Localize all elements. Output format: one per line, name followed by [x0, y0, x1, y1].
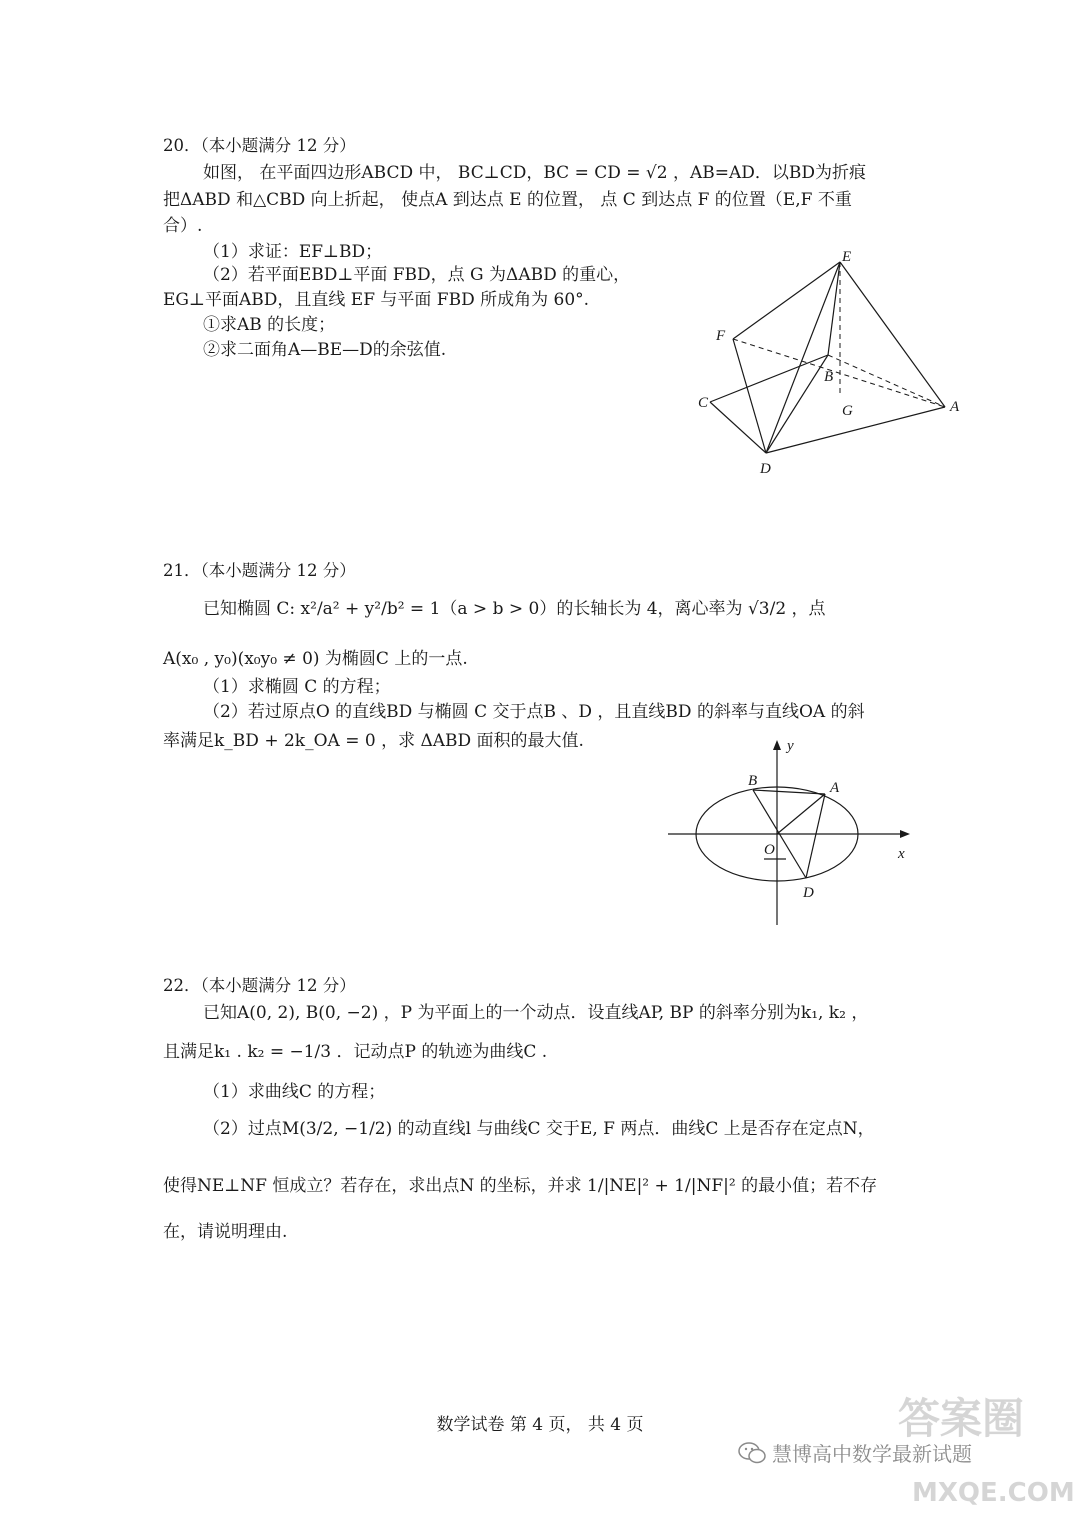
q22-part-2-cont: 使得NE⊥NF 恒成立？若存在，求出点N 的坐标，并求 1/|NE|² + 1/|NF|² 的最小值；若不存: [163, 1176, 878, 1196]
q21-part-2: （2）若过原点O 的直线BD 与椭圆 C 交于点B 、D ，且直线BD 的斜率与直线OA 的斜: [203, 702, 865, 722]
q21-header: 21．（本小题满分 12 分）: [163, 561, 356, 580]
q21-label-y: y: [787, 738, 794, 754]
q20-part-1: （1）求证：EF⊥BD；: [203, 242, 383, 262]
page-footer: 数学试卷 第 4 页， 共 4 页: [436, 1415, 644, 1435]
q20-part-2: （2）若平面EBD⊥平面 FBD，点 G 为ΔABD 的重心，: [203, 265, 631, 285]
q20-label-e: E: [842, 249, 852, 265]
q20-label-b: B: [824, 369, 834, 385]
q21-ellipse-figure: [660, 735, 920, 930]
watermark-brand: 答案圈: [898, 1394, 1025, 1443]
q22-line-1: 已知A(0, 2), B(0, −2) ，P 为平面上的一个动点．设直线AP, BP 的斜率分别为k₁, k₂ ，: [203, 1003, 869, 1023]
q21-line-2: A(x₀ , y₀)(x₀y₀ ≠ 0) 为椭圆C 上的一点.: [163, 649, 468, 669]
q22-line-2: 且满足k₁ . k₂ = −1/3 ．记动点P 的轨迹为曲线C .: [163, 1042, 548, 1062]
q22-part-2: （2）过点M(3/2, −1/2) 的动直线l 与曲线C 交于E, F 两点．曲线C 上是否存在定点N，: [203, 1119, 875, 1139]
watermark-site: MXQE.COM: [912, 1478, 1075, 1508]
q20-label-f: F: [716, 328, 726, 344]
q20-label-g: G: [842, 403, 853, 419]
q20-header: 20．（本小题满分 12 分）: [163, 136, 356, 155]
wechat-icon: [738, 1442, 766, 1464]
q20-line-2: 把ΔABD 和△CBD 向上折起， 使点A 到达点 E 的位置， 点 C 到达点 F 的位置（E,F 不重: [163, 190, 852, 210]
q21-label-b: B: [748, 773, 758, 789]
q20-part-2-i: ①求AB 的长度；: [203, 315, 336, 335]
q21-label-a: A: [830, 780, 840, 796]
q20-part-2-cont: EG⊥平面ABD，且直线 EF 与平面 FBD 所成角为 60°.: [163, 290, 590, 310]
q20-line-3: 合）.: [163, 216, 203, 236]
q21-part-2-cont: 率满足k_BD + 2k_OA = 0 ，求 ΔABD 面积的最大值.: [163, 731, 584, 751]
q22-part-2-end: 在，请说明理由.: [163, 1222, 288, 1242]
q20-label-a: A: [950, 399, 960, 415]
q20-line-1: 如图， 在平面四边形ABCD 中， BC⊥CD，BC = CD = √2 ，AB=AD．以BD为折痕: [203, 163, 867, 183]
q20-part-2-ii: ②求二面角A—BE—D的余弦值.: [203, 340, 447, 360]
q21-line-1: 已知椭圆 C: x²/a² + y²/b² = 1（a > b > 0）的长轴长为 4，离心率为 √3/2 ，点: [203, 599, 826, 619]
q20-label-c: C: [698, 395, 709, 411]
q22-header: 22．（本小题满分 12 分）: [163, 976, 356, 995]
q21-label-x: x: [898, 846, 905, 862]
q21-part-1: （1）求椭圆 C 的方程；: [203, 677, 391, 697]
q20-pyramid-figure: [690, 245, 980, 480]
q21-label-d: D: [803, 885, 814, 901]
watermark-account: 慧博高中数学最新试题: [772, 1442, 972, 1466]
q22-part-1: （1）求曲线C 的方程；: [203, 1082, 386, 1102]
q20-label-d: D: [760, 461, 771, 477]
q21-label-o: O: [764, 842, 775, 858]
